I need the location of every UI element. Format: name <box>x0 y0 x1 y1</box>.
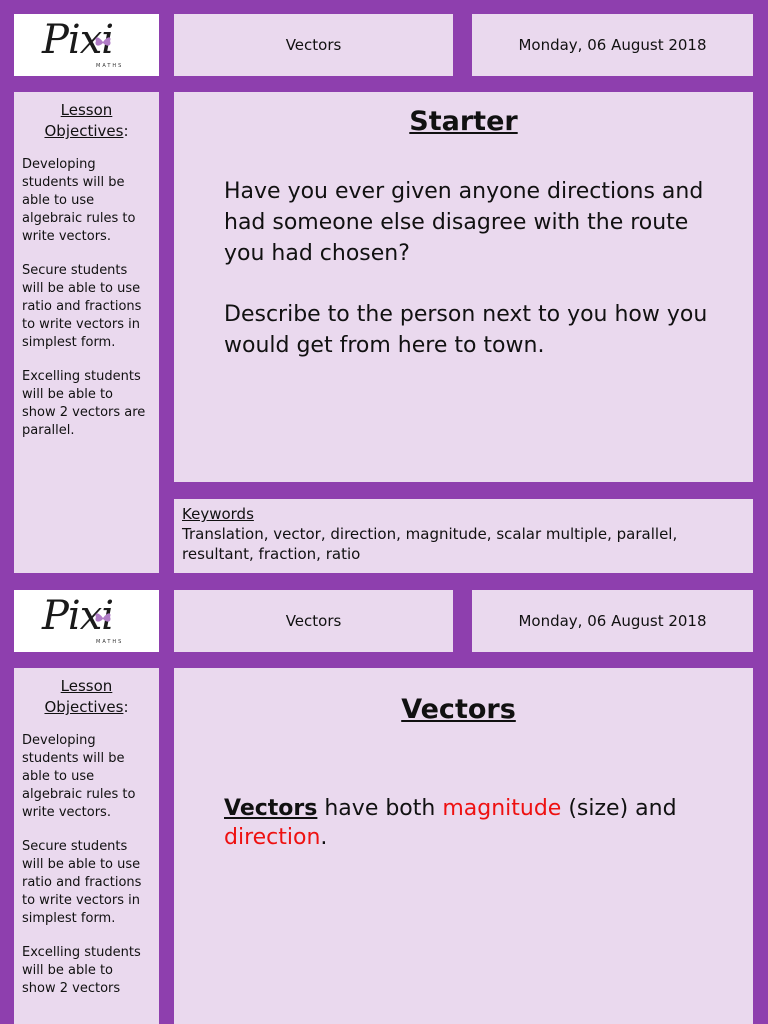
sentence-part: (size) and <box>561 796 677 821</box>
keywords-text: Translation, vector, direction, magnitude, scalar multiple, parallel, resultant, fraction, ratio <box>182 525 678 563</box>
objectives-panel <box>14 668 159 1024</box>
lesson-title: Vectors <box>174 590 453 652</box>
keywords-label: Keywords <box>182 505 254 523</box>
objectives-title-colon: : <box>123 122 129 140</box>
term-magnitude: magnitude <box>442 796 562 821</box>
term-vectors: Vectors <box>224 796 318 821</box>
term-direction: direction <box>224 825 321 850</box>
objectives-title <box>14 100 159 142</box>
vectors-heading: Vectors <box>401 694 516 725</box>
starter-task: Describe to the person next to you how you would get from here to town. <box>224 302 708 358</box>
objectives-panel <box>14 92 159 573</box>
objective-excelling: Excelling students will be able to show 2 vectors are parallel. <box>22 369 146 438</box>
starter-heading: Starter <box>409 106 518 137</box>
objectives-title <box>14 676 159 718</box>
objectives-title-word: Objectives <box>44 122 124 140</box>
objectives-title-colon: : <box>123 698 129 716</box>
logo-wordmark: Pixi <box>42 593 114 639</box>
objectives-title-line1: Lesson <box>60 101 113 119</box>
starter-question: Have you ever given anyone directions and had someone else disagree with the route you had chosen? <box>224 179 704 266</box>
vectors-definition <box>224 794 704 852</box>
sentence-end: . <box>320 825 328 850</box>
slide-2 <box>0 576 768 1024</box>
main-panel <box>174 668 753 1024</box>
logo-panel <box>14 590 159 652</box>
pixi-logo <box>42 593 142 645</box>
logo-wordmark: Pixi <box>42 17 114 63</box>
logo-subtitle: MATHS <box>96 63 124 69</box>
lesson-date: Monday, 06 August 2018 <box>472 14 753 76</box>
objectives-title-line1: Lesson <box>60 677 113 695</box>
objective-developing: Developing students will be able to use algebraic rules to write vectors. <box>22 733 136 820</box>
sentence-part: have both <box>317 796 443 821</box>
objective-developing: Developing students will be able to use algebraic rules to write vectors. <box>22 157 136 244</box>
main-panel <box>174 92 753 482</box>
butterfly-icon <box>94 611 112 625</box>
lesson-title: Vectors <box>174 14 453 76</box>
lesson-date: Monday, 06 August 2018 <box>472 590 753 652</box>
pixi-logo <box>42 17 142 69</box>
objective-secure: Secure students will be able to use ratio and fractions to write vectors in simplest form. <box>22 839 142 926</box>
objectives-title-word: Objectives <box>44 698 124 716</box>
objective-excelling: Excelling students will be able to show 2 vectors <box>22 945 141 996</box>
butterfly-icon <box>94 35 112 49</box>
logo-panel <box>14 14 159 76</box>
keywords-panel <box>174 499 753 573</box>
objective-secure: Secure students will be able to use ratio and fractions to write vectors in simplest form. <box>22 263 142 350</box>
logo-subtitle: MATHS <box>96 639 124 645</box>
